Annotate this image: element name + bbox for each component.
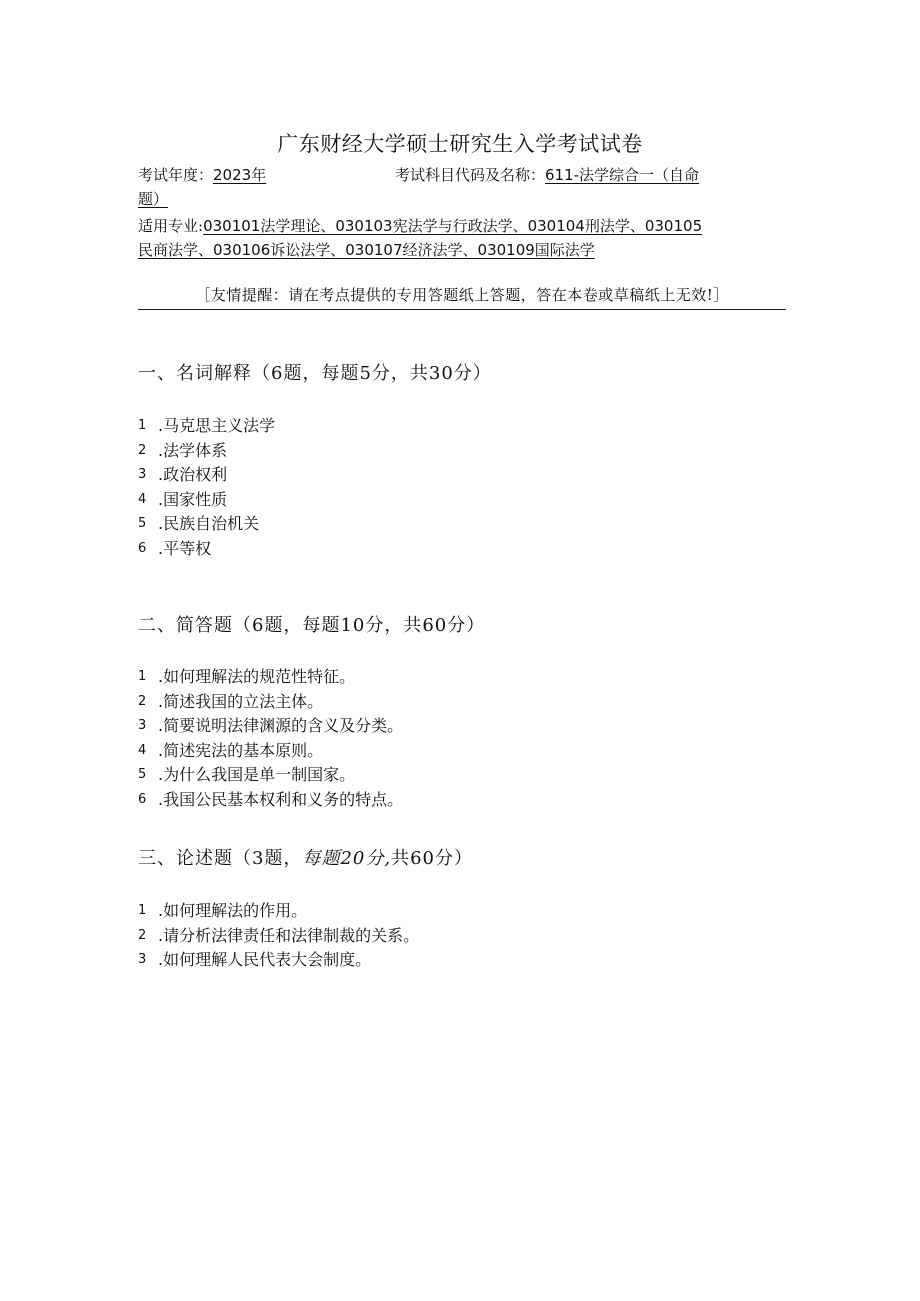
section-3-list (138, 899, 419, 973)
list-item: 2 .法学体系 (138, 440, 228, 460)
list-item: 5 .民族自治机关 (138, 514, 260, 533)
list-item: 3 .如何理解人民代表大会制度。 (138, 950, 372, 969)
list-item: 5 .为什么我国是单一制国家。 (138, 765, 356, 784)
list-item: 4 .简述宪法的基本原则。 (138, 740, 324, 760)
exam-reminder: ［友情提醒：请在考点提供的专用答题纸上答题，答在本卷或草稿纸上无效!］ (138, 284, 786, 310)
exam-subject-label: 考试科目代码及名称： (395, 166, 546, 184)
list-item: 3 .简要说明法律渊源的含义及分类。 (138, 716, 404, 735)
list-item: 6 .我国公民基本权利和义务的特点。 (138, 789, 404, 809)
exam-year-value: 2023年 (213, 166, 267, 184)
list-item: 3 .政治权利 (138, 465, 228, 484)
section-2-heading: 二、简答题（6题，每题10分，共60分） (138, 615, 486, 636)
list-item: 6 .平等权 (138, 538, 212, 558)
section-2-list (138, 665, 403, 812)
list-item: 1 .如何理解法的作用。 (138, 901, 308, 920)
page-title: 广东财经大学硕士研究生入学考试试卷 (277, 132, 643, 156)
exam-year-label: 考试年度： (138, 166, 214, 184)
list-item: 2 .请分析法律责任和法律制裁的关系。 (138, 925, 420, 945)
majors-value-1: 030101法学理论、030103宪法学与行政法学、030104刑法学、030105 (203, 217, 703, 235)
section-1-list (138, 414, 275, 561)
applicable-majors (138, 214, 778, 262)
list-item: 2 .简述我国的立法主体。 (138, 691, 324, 711)
majors-line-2: 民商法学、030106诉讼法学、030107经济法学、030109国际法学 (138, 241, 595, 259)
exam-subject-value: 611-法学综合一（自命 (545, 166, 700, 184)
majors-label: 适用专业: (138, 217, 204, 235)
majors-line-1 (138, 214, 778, 238)
section-3-heading: 三、论述题（3题，每题20分,共60分） (138, 848, 473, 869)
list-item: 1 .如何理解法的规范性特征。 (138, 667, 356, 686)
list-item: 1 .马克思主义法学 (138, 416, 276, 435)
list-item: 4 .国家性质 (138, 489, 228, 509)
section-1-heading: 一、名词解释（6题，每题5分，共30分） (138, 363, 492, 384)
exam-subject-value-cont: 题） (138, 190, 169, 208)
exam-year (138, 163, 266, 187)
exam-subject (395, 163, 699, 187)
